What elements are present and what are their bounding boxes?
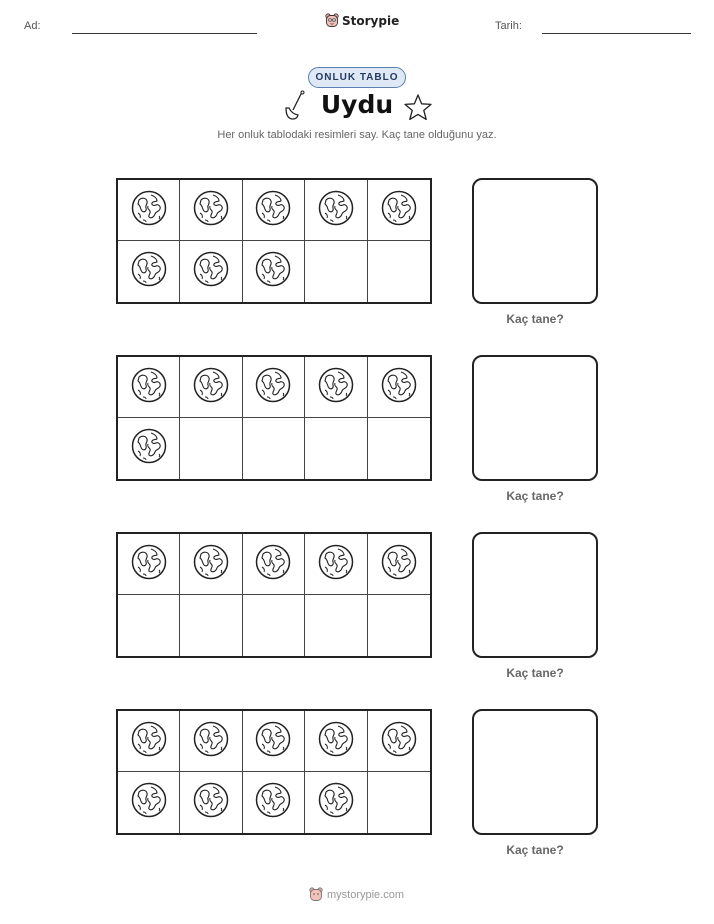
category-badge	[308, 67, 406, 88]
ten-frame-cell	[368, 241, 430, 302]
answer-label-3: Kaç tane?	[506, 666, 564, 680]
ten-frame-cell	[118, 418, 180, 479]
earth-globe-icon	[254, 781, 292, 824]
answer-box-1[interactable]	[472, 178, 598, 304]
earth-globe-icon	[130, 189, 168, 232]
earth-globe-icon	[317, 543, 355, 586]
earth-globe-icon	[192, 781, 230, 824]
date-label: Tarih:	[495, 20, 522, 32]
ten-frame-cell	[243, 180, 305, 241]
ten-frame-cell	[180, 534, 242, 595]
earth-globe-icon	[130, 781, 168, 824]
answer-box-3[interactable]	[472, 532, 598, 658]
footer	[309, 887, 404, 902]
ten-frame-4	[116, 709, 432, 835]
ten-frame-cell	[243, 711, 305, 772]
ten-frame-cell	[180, 711, 242, 772]
answer-box-2[interactable]	[472, 355, 598, 481]
brand-logo	[325, 13, 399, 28]
earth-globe-icon	[130, 427, 168, 470]
ten-frame-cell	[118, 711, 180, 772]
ten-frame-cell	[243, 595, 305, 656]
earth-globe-icon	[254, 189, 292, 232]
ten-frame-cell	[368, 772, 430, 833]
earth-globe-icon	[380, 366, 418, 409]
ten-frame-cell	[243, 534, 305, 595]
answer-label-4: Kaç tane?	[506, 843, 564, 857]
earth-globe-icon	[192, 366, 230, 409]
ten-frame-1	[116, 178, 432, 304]
ten-frame-cell	[305, 180, 367, 241]
earth-globe-icon	[380, 543, 418, 586]
ten-frame-cell	[180, 180, 242, 241]
earth-globe-icon	[130, 250, 168, 293]
date-write-line[interactable]	[542, 33, 691, 34]
ten-frame-cell	[180, 418, 242, 479]
ten-frame-cell	[305, 595, 367, 656]
earth-globe-icon	[192, 720, 230, 763]
storypie-mascot-icon	[325, 13, 339, 28]
ten-frame-cell	[368, 357, 430, 418]
ten-frame-cell	[368, 534, 430, 595]
ten-frame-cell	[118, 241, 180, 302]
earth-globe-icon	[380, 720, 418, 763]
earth-globe-icon	[192, 250, 230, 293]
ten-frame-cell	[368, 711, 430, 772]
earth-globe-icon	[380, 189, 418, 232]
ten-frame-cell	[368, 180, 430, 241]
ten-frame-cell	[368, 418, 430, 479]
page-title: Uydu	[320, 90, 394, 119]
ten-frame-cell	[118, 534, 180, 595]
ten-frame-cell	[180, 595, 242, 656]
footer-url: mystorypie.com	[327, 888, 405, 901]
ten-frame-cell	[243, 418, 305, 479]
answer-box-4[interactable]	[472, 709, 598, 835]
ten-frame-cell	[305, 241, 367, 302]
answer-label-2: Kaç tane?	[506, 489, 564, 503]
ten-frame-cell	[243, 772, 305, 833]
earth-globe-icon	[192, 189, 230, 232]
instructions: Her onluk tablodaki resimleri say. Kaç tane olduğunu yaz.	[217, 129, 497, 141]
earth-globe-icon	[317, 366, 355, 409]
ten-frame-cell	[305, 418, 367, 479]
name-label: Ad:	[24, 20, 41, 32]
ten-frame-2	[116, 355, 432, 481]
ten-frame-cell	[305, 534, 367, 595]
brand-name: Storypie	[342, 13, 400, 28]
earth-globe-icon	[317, 189, 355, 232]
name-write-line[interactable]	[72, 33, 257, 34]
earth-globe-icon	[130, 366, 168, 409]
earth-globe-icon	[130, 720, 168, 763]
ten-frame-cell	[243, 357, 305, 418]
ten-frame-cell	[305, 711, 367, 772]
ten-frame-cell	[118, 595, 180, 656]
ten-frame-cell	[118, 772, 180, 833]
ten-frame-cell	[118, 357, 180, 418]
earth-globe-icon	[192, 543, 230, 586]
ten-frame-cell	[305, 772, 367, 833]
storypie-mascot-icon	[309, 887, 323, 902]
earth-globe-icon	[254, 720, 292, 763]
ten-frame-cell	[180, 772, 242, 833]
ten-frame-cell	[118, 180, 180, 241]
earth-globe-icon	[254, 366, 292, 409]
star-icon	[403, 93, 433, 121]
ten-frame-cell	[368, 595, 430, 656]
earth-globe-icon	[130, 543, 168, 586]
earth-globe-icon	[317, 720, 355, 763]
earth-globe-icon	[254, 250, 292, 293]
category-badge-label: ONLUK TABLO	[315, 72, 399, 83]
ten-frame-cell	[180, 241, 242, 302]
ten-frame-cell	[305, 357, 367, 418]
earth-globe-icon	[254, 543, 292, 586]
ten-frame-cell	[180, 357, 242, 418]
answer-label-1: Kaç tane?	[506, 312, 564, 326]
ten-frame-cell	[243, 241, 305, 302]
ten-frame-3	[116, 532, 432, 658]
earth-globe-icon	[317, 781, 355, 824]
